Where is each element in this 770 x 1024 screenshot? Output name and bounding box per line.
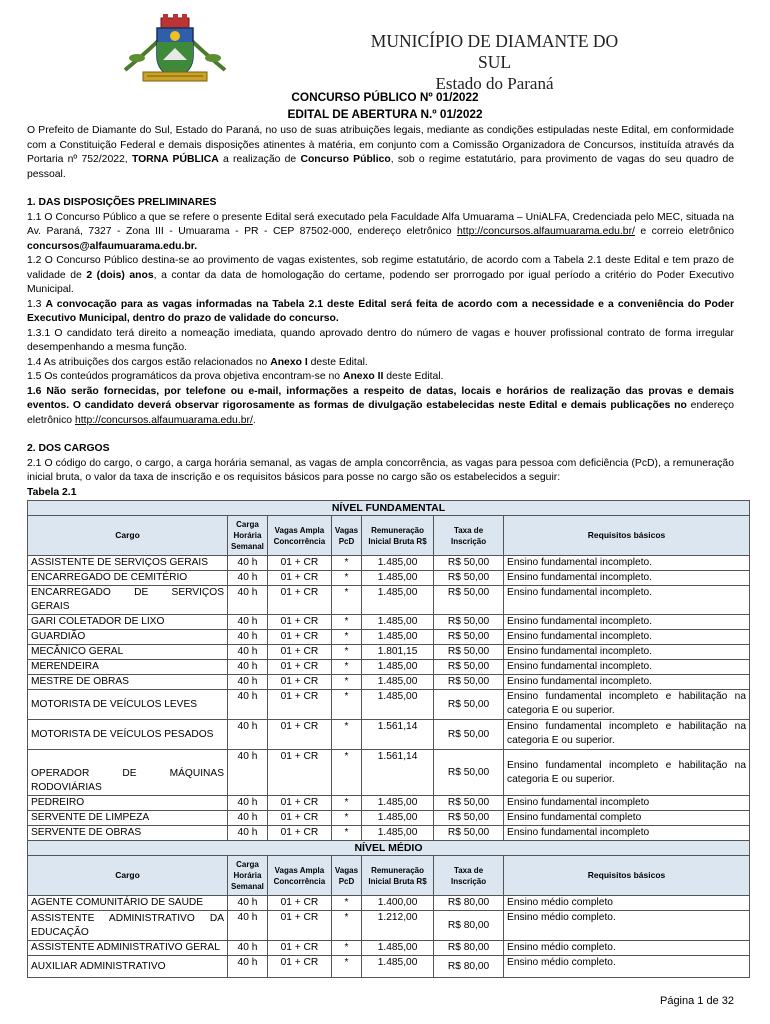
intro-text-e: , sob o regime estatutário, para provimento de vagas do seu quadro de pessoal. [27, 154, 735, 180]
vagas-cell: 01 + CR [267, 586, 331, 615]
paragraph-1-6 [27, 385, 734, 429]
remuneracao-cell: 1.485,00 [362, 941, 434, 956]
vagas-cell: 01 + CR [267, 660, 331, 675]
vagas-cell: 01 + CR [267, 956, 331, 978]
cargo-cell: ENCARREGADO DE SERVIÇOS GERAIS [28, 586, 228, 615]
remuneracao-cell: 1.485,00 [362, 630, 434, 645]
positions-table [27, 500, 750, 978]
taxa-cell: R$ 50,00 [434, 796, 504, 811]
contest-email: concursos@alfaumuarama.edu.br. [27, 240, 198, 252]
column-header-vagas: Vagas Ampla Concorrência [267, 516, 331, 556]
paragraph-1-4 [27, 356, 734, 371]
pcd-cell: * [331, 826, 361, 841]
p1-3-a: 1.3 [27, 298, 46, 310]
remuneracao-cell: 1.485,00 [362, 615, 434, 630]
column-header-rem: Remuneração Inicial Bruta R$ [362, 516, 434, 556]
table-row [28, 941, 750, 956]
pcd-cell: * [331, 941, 361, 956]
carga-cell: 40 h [228, 690, 268, 720]
taxa-cell: R$ 50,00 [434, 630, 504, 645]
taxa-cell: R$ 80,00 [434, 956, 504, 978]
taxa-cell: R$ 50,00 [434, 571, 504, 586]
p1-1-mid: e correio eletrônico [634, 226, 734, 237]
taxa-cell: R$ 50,00 [434, 586, 504, 615]
table-row [28, 911, 750, 941]
cargo-cell: AUXILIAR ADMINISTRATIVO [28, 956, 228, 978]
cargo-cell: OPERADOR DE MÁQUINAS RODOVIÁRIAS [28, 750, 228, 796]
municipal-coat-of-arms [117, 12, 233, 84]
section2-heading: 2. DOS CARGOS [27, 443, 110, 454]
cargo-cell: ASSISTENTE ADMINISTRATIVO DA EDUCAÇÃO [28, 911, 228, 941]
taxa-cell: R$ 50,00 [434, 675, 504, 690]
pcd-cell: * [331, 896, 361, 911]
intro-paragraph [27, 124, 734, 182]
column-header-req: Requisitos básicos [504, 856, 750, 896]
requisitos-cell: Ensino fundamental incompleto e habilitação na categoria E ou superior. [504, 720, 750, 750]
column-header-taxa: Taxa de Inscrição [434, 516, 504, 556]
vagas-cell: 01 + CR [267, 720, 331, 750]
p1-4-c: deste Edital. [307, 356, 368, 368]
requisitos-cell: Ensino fundamental incompleto [504, 796, 750, 811]
intro-text-c: a realização de [218, 154, 301, 165]
pcd-cell: * [331, 911, 361, 941]
requisitos-cell: Ensino fundamental incompleto e habilitação na categoria E ou superior. [504, 750, 750, 796]
requisitos-cell: Ensino fundamental incompleto. [504, 630, 750, 645]
column-header-carga: Carga Horária Semanal [228, 516, 268, 556]
taxa-cell: R$ 80,00 [434, 941, 504, 956]
intro-bold-b: TORNA PÚBLICA [131, 154, 219, 165]
taxa-cell: R$ 80,00 [434, 911, 504, 941]
table-row [28, 956, 750, 978]
cargo-cell: PEDREIRO [28, 796, 228, 811]
cargo-cell: MERENDEIRA [28, 660, 228, 675]
column-header-cargo: Cargo [28, 516, 228, 556]
pcd-cell: * [331, 675, 361, 690]
p1-5-b: Anexo II [342, 371, 384, 382]
cargo-cell: GARI COLETADOR DE LIXO [28, 615, 228, 630]
paragraph-1-3-1: 1.3.1 O candidato terá direito a nomeação imediata, quando aprovado dentro do número de vagas e houver profissional contrato de forma irregular desempenhando a mesma função. [27, 327, 734, 353]
taxa-cell: R$ 50,00 [434, 720, 504, 750]
requisitos-cell: Ensino médio completo. [504, 941, 750, 956]
municipality-header [357, 31, 632, 94]
carga-cell: 40 h [228, 941, 268, 956]
contest-title: CONCURSO PÚBLICO Nº 01/2022 [291, 90, 479, 104]
vagas-cell: 01 + CR [267, 826, 331, 841]
paragraph-1-1 [27, 211, 734, 255]
pcd-cell: * [331, 630, 361, 645]
p1-3-b: A convocação para as vagas informadas na Tabela 2.1 deste Edital será feita de acordo com a necessidade e a conveniência do Poder Executivo Municipal, dentro do prazo de validade do concurso. [27, 298, 734, 324]
requisitos-cell: Ensino fundamental incompleto. [504, 615, 750, 630]
carga-cell: 40 h [228, 675, 268, 690]
section1-heading: 1. DAS DISPOSIÇÕES PRELIMINARES [27, 197, 217, 208]
state-name: Estado do Paraná [435, 74, 554, 93]
vagas-cell: 01 + CR [267, 675, 331, 690]
vagas-cell: 01 + CR [267, 941, 331, 956]
p1-2-a: 1.2 O Concurso Público destina-se ao provimento de vagas existentes, sob regime estatutário, de acordo com a Tabela 2.1 deste Edital e tem prazo de validade de [27, 255, 734, 281]
table-row [28, 811, 750, 826]
pcd-cell: * [331, 586, 361, 615]
taxa-cell: R$ 50,00 [434, 690, 504, 720]
vagas-cell: 01 + CR [267, 690, 331, 720]
cargo-cell: MOTORISTA DE VEÍCULOS PESADOS [28, 720, 228, 750]
carga-cell: 40 h [228, 750, 268, 796]
remuneracao-cell: 1.485,00 [362, 586, 434, 615]
vagas-cell: 01 + CR [267, 556, 331, 571]
pcd-cell: * [331, 645, 361, 660]
requisitos-cell: Ensino fundamental incompleto. [504, 556, 750, 571]
carga-cell: 40 h [228, 911, 268, 941]
paragraph-1-2 [27, 254, 734, 298]
municipality-name: MUNICÍPIO DE DIAMANTE DO SUL [370, 31, 619, 72]
level-heading-row [28, 501, 750, 516]
taxa-cell: R$ 50,00 [434, 556, 504, 571]
paragraph-2-1: 2.1 O código do cargo, o cargo, a carga horária semanal, as vagas de ampla concorrência, as vagas para pessoa com deficiência (PcD), a remuneração inicial bruta, o valor da taxa de inscrição e os requisitos básicos para posse no cargo são os estabelecidos a seguir: [27, 457, 734, 483]
requisitos-cell: Ensino médio completo. [504, 911, 750, 941]
level-heading: NÍVEL FUNDAMENTAL [28, 501, 750, 516]
pcd-cell: * [331, 556, 361, 571]
requisitos-cell: Ensino fundamental incompleto [504, 826, 750, 841]
pcd-cell: * [331, 571, 361, 586]
intro-text-a: O Prefeito de Diamante do Sul, Estado do Paraná, no uso de suas atribuições legais, mediante as condições estipuladas neste Edital, em conformidade com a Constituição Federal e demais disposições atinentes à matéria, em conjunto com a Comissão Organizadora de Concursos, instituída através da Portaria nº 752/2022, [27, 125, 734, 165]
p1-2-b: 2 (dois) anos [86, 269, 154, 281]
cargo-cell: AGENTE COMUNITÁRIO DE SAUDE [28, 896, 228, 911]
remuneracao-cell: 1.485,00 [362, 675, 434, 690]
table-row [28, 675, 750, 690]
remuneracao-cell: 1.485,00 [362, 556, 434, 571]
cargo-cell: ENCARREGADO DE CEMITÉRIO [28, 571, 228, 586]
level-heading: NÍVEL MÉDIO [28, 841, 750, 856]
remuneracao-cell: 1.801,15 [362, 645, 434, 660]
carga-cell: 40 h [228, 796, 268, 811]
remuneracao-cell: 1.561,14 [362, 720, 434, 750]
paragraph-1-3 [27, 298, 734, 327]
intro-bold-d: Concurso Público [300, 154, 391, 165]
requisitos-cell: Ensino médio completo [504, 896, 750, 911]
remuneracao-cell: 1.485,00 [362, 660, 434, 675]
p1-2-c: , a contar da data de homologação do certame, podendo ser prorrogado por igual período a critério do Poder Executivo Municipal. [27, 269, 734, 295]
p1-6-b: endereço eletrônico [27, 400, 734, 426]
carga-cell: 40 h [228, 720, 268, 750]
taxa-cell: R$ 50,00 [434, 811, 504, 826]
table-row [28, 750, 750, 796]
table-row [28, 630, 750, 645]
carga-cell: 40 h [228, 615, 268, 630]
level-heading-row [28, 841, 750, 856]
table-row [28, 660, 750, 675]
vagas-cell: 01 + CR [267, 811, 331, 826]
column-header-rem: Remuneração Inicial Bruta R$ [362, 856, 434, 896]
taxa-cell: R$ 50,00 [434, 615, 504, 630]
paragraph-1-5 [27, 370, 734, 385]
remuneracao-cell: 1.400,00 [362, 896, 434, 911]
carga-cell: 40 h [228, 811, 268, 826]
carga-cell: 40 h [228, 630, 268, 645]
table-row [28, 556, 750, 571]
requisitos-cell: Ensino médio completo. [504, 956, 750, 978]
carga-cell: 40 h [228, 586, 268, 615]
column-header-row [28, 856, 750, 896]
requisitos-cell: Ensino fundamental completo [504, 811, 750, 826]
remuneracao-cell: 1.561,14 [362, 750, 434, 796]
vagas-cell: 01 + CR [267, 630, 331, 645]
cargo-cell: ASSISTENTE DE SERVIÇOS GERAIS [28, 556, 228, 571]
vagas-cell: 01 + CR [267, 571, 331, 586]
cargo-cell: MESTRE DE OBRAS [28, 675, 228, 690]
table-row [28, 645, 750, 660]
document-titles [0, 89, 770, 123]
requisitos-cell: Ensino fundamental incompleto. [504, 645, 750, 660]
taxa-cell: R$ 50,00 [434, 645, 504, 660]
remuneracao-cell: 1.485,00 [362, 690, 434, 720]
pcd-cell: * [331, 796, 361, 811]
carga-cell: 40 h [228, 826, 268, 841]
edict-title: EDITAL DE ABERTURA N.º 01/2022 [287, 107, 483, 121]
table-row [28, 615, 750, 630]
p1-5-c: deste Edital. [383, 371, 444, 382]
table-row [28, 720, 750, 750]
p1-6-a: 1.6 Não serão fornecidas, por telefone ou e-mail, informações a respeito de datas, locais e horários de realização das provas e demais eventos. O candidato deverá observar rigorosamente as formas de divulgação estabelecidas neste Edital e demais publicações no [27, 385, 734, 411]
carga-cell: 40 h [228, 556, 268, 571]
table-row [28, 796, 750, 811]
vagas-cell: 01 + CR [267, 615, 331, 630]
taxa-cell: R$ 50,00 [434, 750, 504, 796]
p1-6-c: . [252, 414, 256, 426]
requisitos-cell: Ensino fundamental incompleto e habilitação na categoria E ou superior. [504, 690, 750, 720]
requisitos-cell: Ensino fundamental incompleto. [504, 586, 750, 615]
p1-1-text: 1.1 O Concurso Público a que se refere o presente Edital será executado pela Faculdade Alfa Umuarama – UniALFA, Credenciada pelo MEC, situada na Av. Paraná, 7327 - Zona III - Umuarama - PR - CEP 87502-000, endereço eletrônico [27, 211, 734, 237]
column-header-cargo: Cargo [28, 856, 228, 896]
column-header-pcd: Vagas PcD [331, 856, 361, 896]
pcd-cell: * [331, 690, 361, 720]
column-header-pcd: Vagas PcD [331, 516, 361, 556]
column-header-row [28, 516, 750, 556]
page-number: Página 1 de 32 [659, 995, 734, 1007]
table-row [28, 571, 750, 586]
cargo-cell: GUARDIÃO [28, 630, 228, 645]
column-header-taxa: Taxa de Inscrição [434, 856, 504, 896]
cargo-cell: ASSISTENTE ADMINISTRATIVO GERAL [28, 941, 228, 956]
cargo-cell: MECÂNICO GERAL [28, 645, 228, 660]
requisitos-cell: Ensino fundamental incompleto. [504, 675, 750, 690]
column-header-carga: Carga Horária Semanal [228, 856, 268, 896]
carga-cell: 40 h [228, 660, 268, 675]
carga-cell: 40 h [228, 956, 268, 978]
cargo-cell: SERVENTE DE OBRAS [28, 826, 228, 841]
table-row [28, 826, 750, 841]
p1-4-a: 1.4 As atribuições dos cargos estão relacionados no [27, 356, 271, 368]
pcd-cell: * [331, 720, 361, 750]
remuneracao-cell: 1.485,00 [362, 826, 434, 841]
remuneracao-cell: 1.485,00 [362, 956, 434, 978]
pcd-cell: * [331, 811, 361, 826]
remuneracao-cell: 1.485,00 [362, 811, 434, 826]
table-row [28, 690, 750, 720]
pcd-cell: * [331, 660, 361, 675]
p1-4-b: Anexo I [270, 356, 308, 368]
taxa-cell: R$ 50,00 [434, 660, 504, 675]
pcd-cell: * [331, 956, 361, 978]
requisitos-cell: Ensino fundamental incompleto. [504, 660, 750, 675]
cargo-cell: MOTORISTA DE VEÍCULOS LEVES [28, 690, 228, 720]
cargo-cell: SERVENTE DE LIMPEZA [28, 811, 228, 826]
table-label: Tabela 2.1 [27, 486, 77, 498]
carga-cell: 40 h [228, 571, 268, 586]
remuneracao-cell: 1.485,00 [362, 796, 434, 811]
taxa-cell: R$ 50,00 [434, 826, 504, 841]
p1-5-a: 1.5 Os conteúdos programáticos da prova objetiva encontram-se no [27, 371, 343, 382]
column-header-req: Requisitos básicos [504, 516, 750, 556]
taxa-cell: R$ 80,00 [434, 896, 504, 911]
publications-site-link[interactable]: http://concursos.alfaumuarama.edu.br/ [74, 414, 253, 426]
remuneracao-cell: 1.212,00 [362, 911, 434, 941]
vagas-cell: 01 + CR [267, 911, 331, 941]
requisitos-cell: Ensino fundamental incompleto. [504, 571, 750, 586]
contest-site-link[interactable]: http://concursos.alfaumuarama.edu.br/ [457, 226, 635, 237]
vagas-cell: 01 + CR [267, 896, 331, 911]
document-body [27, 124, 746, 978]
column-header-vagas: Vagas Ampla Concorrência [267, 856, 331, 896]
vagas-cell: 01 + CR [267, 796, 331, 811]
vagas-cell: 01 + CR [267, 645, 331, 660]
vagas-cell: 01 + CR [267, 750, 331, 796]
table-row [28, 896, 750, 911]
pcd-cell: * [331, 750, 361, 796]
remuneracao-cell: 1.485,00 [362, 571, 434, 586]
carga-cell: 40 h [228, 896, 268, 911]
table-row [28, 586, 750, 615]
pcd-cell: * [331, 615, 361, 630]
carga-cell: 40 h [228, 645, 268, 660]
